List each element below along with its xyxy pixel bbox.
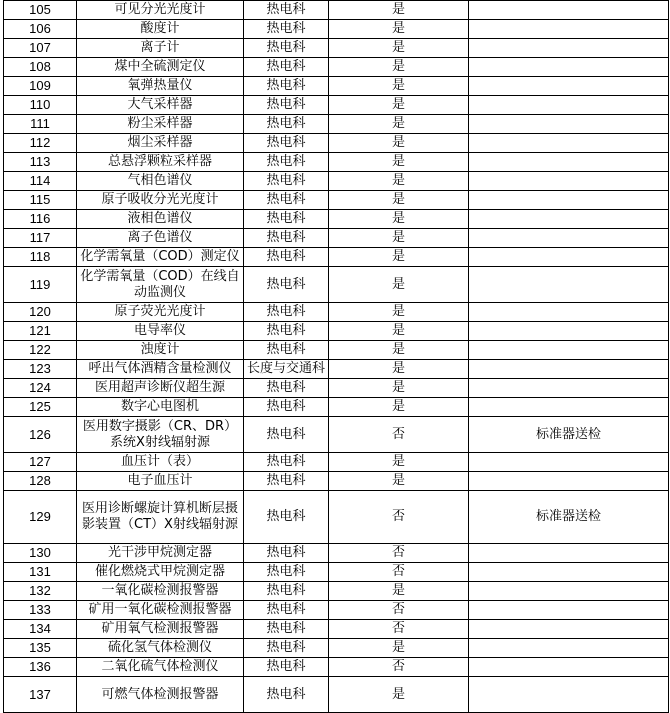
cell-department: 热电科 (244, 303, 329, 322)
cell-number: 137 (4, 677, 77, 713)
instrument-table (3, 0, 669, 713)
cell-note (469, 398, 669, 417)
table-row (4, 172, 669, 191)
table-row (4, 582, 669, 601)
cell-number: 117 (4, 229, 77, 248)
cell-department: 热电科 (244, 229, 329, 248)
cell-instrument-name: 总悬浮颗粒采样器 (77, 153, 244, 172)
cell-number: 125 (4, 398, 77, 417)
cell-instrument-name: 化学需氧量（COD）测定仪 (77, 248, 244, 267)
cell-number: 126 (4, 417, 77, 453)
cell-department: 热电科 (244, 398, 329, 417)
table-row (4, 601, 669, 620)
cell-department: 热电科 (244, 77, 329, 96)
table-row (4, 153, 669, 172)
cell-instrument-name: 烟尘采样器 (77, 134, 244, 153)
cell-note (469, 677, 669, 713)
cell-department: 热电科 (244, 267, 329, 303)
cell-department: 热电科 (244, 20, 329, 39)
cell-department: 热电科 (244, 153, 329, 172)
cell-note (469, 134, 669, 153)
cell-instrument-name: 液相色谱仪 (77, 210, 244, 229)
cell-department: 热电科 (244, 472, 329, 491)
table-row (4, 417, 669, 453)
cell-note (469, 77, 669, 96)
cell-note (469, 96, 669, 115)
cell-number: 120 (4, 303, 77, 322)
cell-instrument-name: 矿用一氧化碳检测报警器 (77, 601, 244, 620)
cell-instrument-name: 可见分光光度计 (77, 1, 244, 20)
cell-instrument-name: 酸度计 (77, 20, 244, 39)
cell-instrument-name: 医用超声诊断仪超生源 (77, 379, 244, 398)
cell-flag: 是 (329, 360, 469, 379)
cell-instrument-name: 浊度计 (77, 341, 244, 360)
cell-instrument-name: 煤中全硫测定仪 (77, 58, 244, 77)
cell-flag: 否 (329, 658, 469, 677)
table-row (4, 267, 669, 303)
cell-note (469, 639, 669, 658)
cell-department: 热电科 (244, 248, 329, 267)
cell-department: 长度与交通科 (244, 360, 329, 379)
table-row (4, 341, 669, 360)
cell-note (469, 39, 669, 58)
cell-instrument-name: 一氧化碳检测报警器 (77, 582, 244, 601)
cell-note (469, 601, 669, 620)
cell-number: 136 (4, 658, 77, 677)
cell-flag: 是 (329, 39, 469, 58)
cell-number: 110 (4, 96, 77, 115)
table-row (4, 398, 669, 417)
cell-note (469, 172, 669, 191)
cell-flag: 是 (329, 153, 469, 172)
cell-number: 107 (4, 39, 77, 58)
cell-number: 114 (4, 172, 77, 191)
table-row (4, 658, 669, 677)
cell-flag: 是 (329, 453, 469, 472)
cell-number: 129 (4, 491, 77, 544)
cell-department: 热电科 (244, 379, 329, 398)
cell-instrument-name: 电导率仪 (77, 322, 244, 341)
cell-flag: 是 (329, 115, 469, 134)
cell-flag: 是 (329, 248, 469, 267)
cell-instrument-name: 粉尘采样器 (77, 115, 244, 134)
cell-department: 热电科 (244, 39, 329, 58)
cell-flag: 是 (329, 172, 469, 191)
cell-note (469, 58, 669, 77)
cell-number: 132 (4, 582, 77, 601)
cell-instrument-name: 电子血压计 (77, 472, 244, 491)
cell-number: 121 (4, 322, 77, 341)
cell-instrument-name: 矿用氧气检测报警器 (77, 620, 244, 639)
cell-number: 119 (4, 267, 77, 303)
cell-department: 热电科 (244, 191, 329, 210)
cell-department: 热电科 (244, 1, 329, 20)
cell-flag: 是 (329, 472, 469, 491)
cell-flag: 否 (329, 601, 469, 620)
cell-flag: 是 (329, 96, 469, 115)
cell-department: 热电科 (244, 658, 329, 677)
cell-flag: 是 (329, 267, 469, 303)
cell-number: 113 (4, 153, 77, 172)
cell-number: 122 (4, 341, 77, 360)
cell-flag: 是 (329, 379, 469, 398)
cell-number: 130 (4, 544, 77, 563)
table-row (4, 544, 669, 563)
cell-instrument-name: 原子荧光光度计 (77, 303, 244, 322)
cell-flag: 是 (329, 191, 469, 210)
cell-flag: 是 (329, 322, 469, 341)
cell-department: 热电科 (244, 417, 329, 453)
cell-flag: 否 (329, 544, 469, 563)
cell-instrument-name: 大气采样器 (77, 96, 244, 115)
table-row (4, 96, 669, 115)
cell-department: 热电科 (244, 134, 329, 153)
cell-note (469, 191, 669, 210)
cell-note (469, 544, 669, 563)
cell-department: 热电科 (244, 544, 329, 563)
table-row (4, 58, 669, 77)
cell-flag: 是 (329, 210, 469, 229)
cell-department: 热电科 (244, 58, 329, 77)
cell-flag: 是 (329, 77, 469, 96)
cell-flag: 是 (329, 341, 469, 360)
cell-department: 热电科 (244, 210, 329, 229)
cell-number: 106 (4, 20, 77, 39)
table-row (4, 39, 669, 58)
cell-note (469, 1, 669, 20)
cell-instrument-name: 二氧化硫气体检测仪 (77, 658, 244, 677)
cell-number: 111 (4, 115, 77, 134)
cell-number: 131 (4, 563, 77, 582)
cell-instrument-name: 硫化氢气体检测仪 (77, 639, 244, 658)
cell-flag: 是 (329, 1, 469, 20)
cell-note (469, 563, 669, 582)
cell-note (469, 248, 669, 267)
cell-flag: 是 (329, 58, 469, 77)
cell-department: 热电科 (244, 601, 329, 620)
cell-note (469, 303, 669, 322)
cell-instrument-name: 离子计 (77, 39, 244, 58)
cell-number: 108 (4, 58, 77, 77)
cell-department: 热电科 (244, 582, 329, 601)
table-row (4, 360, 669, 379)
cell-note (469, 20, 669, 39)
table-body (4, 1, 669, 713)
cell-number: 127 (4, 453, 77, 472)
cell-department: 热电科 (244, 639, 329, 658)
cell-number: 135 (4, 639, 77, 658)
cell-flag: 是 (329, 677, 469, 713)
table-row (4, 303, 669, 322)
table-row (4, 379, 669, 398)
cell-note (469, 453, 669, 472)
cell-instrument-name: 催化燃烧式甲烷测定器 (77, 563, 244, 582)
table-row (4, 563, 669, 582)
cell-number: 109 (4, 77, 77, 96)
cell-flag: 是 (329, 303, 469, 322)
cell-instrument-name: 医用诊断螺旋计算机断层摄影装置（CT）X射线辐射源 (77, 491, 244, 544)
cell-note (469, 322, 669, 341)
cell-note (469, 472, 669, 491)
table-row (4, 453, 669, 472)
table-row (4, 248, 669, 267)
cell-instrument-name: 血压计（表） (77, 453, 244, 472)
cell-department: 热电科 (244, 341, 329, 360)
cell-instrument-name: 呼出气体酒精含量检测仪 (77, 360, 244, 379)
cell-instrument-name: 气相色谱仪 (77, 172, 244, 191)
cell-instrument-name: 光干涉甲烷测定器 (77, 544, 244, 563)
cell-department: 热电科 (244, 453, 329, 472)
cell-note (469, 379, 669, 398)
cell-instrument-name: 离子色谱仪 (77, 229, 244, 248)
cell-department: 热电科 (244, 96, 329, 115)
cell-flag: 是 (329, 134, 469, 153)
cell-number: 133 (4, 601, 77, 620)
cell-note (469, 153, 669, 172)
cell-department: 热电科 (244, 172, 329, 191)
cell-flag: 否 (329, 417, 469, 453)
table-row (4, 322, 669, 341)
table-row (4, 229, 669, 248)
table-row (4, 191, 669, 210)
table-row (4, 1, 669, 20)
cell-note (469, 658, 669, 677)
cell-instrument-name: 原子吸收分光光度计 (77, 191, 244, 210)
cell-note (469, 115, 669, 134)
cell-flag: 是 (329, 20, 469, 39)
cell-note (469, 267, 669, 303)
cell-note: 标准器送检 (469, 417, 669, 453)
table-row (4, 20, 669, 39)
cell-number: 123 (4, 360, 77, 379)
table-row (4, 77, 669, 96)
cell-department: 热电科 (244, 620, 329, 639)
table-row (4, 639, 669, 658)
cell-department: 热电科 (244, 677, 329, 713)
cell-instrument-name: 数字心电图机 (77, 398, 244, 417)
cell-note: 标准器送检 (469, 491, 669, 544)
cell-flag: 否 (329, 563, 469, 582)
cell-number: 134 (4, 620, 77, 639)
cell-note (469, 620, 669, 639)
cell-flag: 是 (329, 582, 469, 601)
cell-number: 115 (4, 191, 77, 210)
table-row (4, 620, 669, 639)
cell-note (469, 582, 669, 601)
cell-number: 118 (4, 248, 77, 267)
cell-instrument-name: 化学需氧量（COD）在线自动监测仪 (77, 267, 244, 303)
cell-note (469, 229, 669, 248)
cell-instrument-name: 可燃气体检测报警器 (77, 677, 244, 713)
table-row (4, 677, 669, 713)
cell-flag: 否 (329, 620, 469, 639)
cell-note (469, 210, 669, 229)
cell-department: 热电科 (244, 322, 329, 341)
table-row (4, 472, 669, 491)
cell-department: 热电科 (244, 563, 329, 582)
table-row (4, 210, 669, 229)
cell-instrument-name: 氧弹热量仪 (77, 77, 244, 96)
cell-number: 112 (4, 134, 77, 153)
cell-number: 105 (4, 1, 77, 20)
cell-number: 128 (4, 472, 77, 491)
cell-note (469, 341, 669, 360)
cell-flag: 是 (329, 229, 469, 248)
cell-flag: 是 (329, 398, 469, 417)
cell-department: 热电科 (244, 115, 329, 134)
cell-flag: 否 (329, 491, 469, 544)
cell-number: 116 (4, 210, 77, 229)
cell-number: 124 (4, 379, 77, 398)
table-row (4, 134, 669, 153)
table-row (4, 115, 669, 134)
cell-instrument-name: 医用数字摄影（CR、DR）系统X射线辐射源 (77, 417, 244, 453)
cell-department: 热电科 (244, 491, 329, 544)
cell-note (469, 360, 669, 379)
cell-flag: 是 (329, 639, 469, 658)
table-row (4, 491, 669, 544)
